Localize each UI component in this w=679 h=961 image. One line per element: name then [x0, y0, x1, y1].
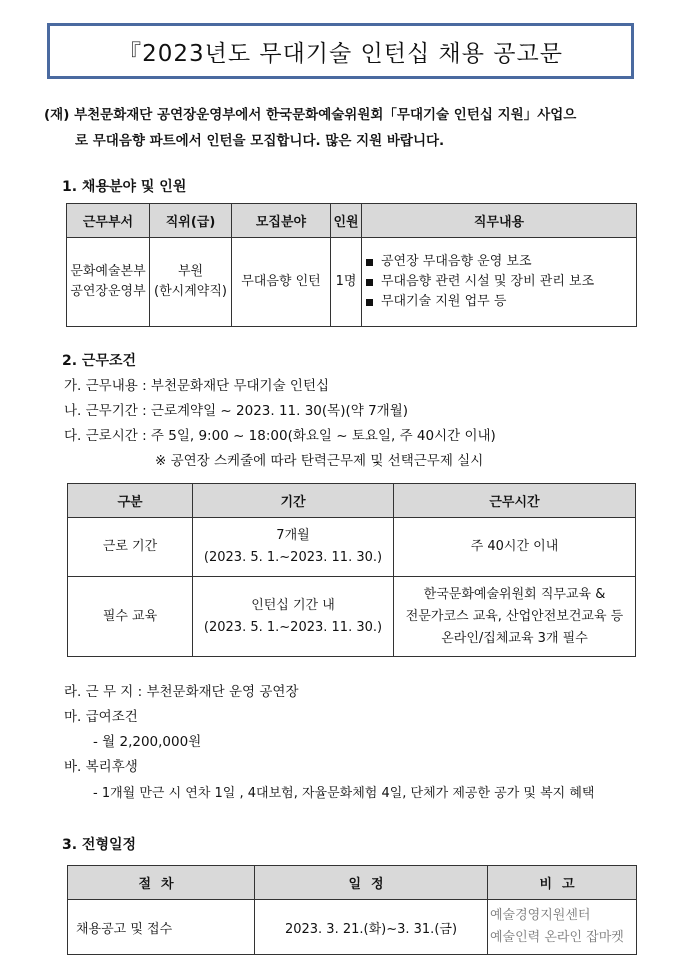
header-schedule: 일정 — [255, 866, 488, 900]
cell-period — [193, 577, 394, 657]
condition-na: 나. 근무기간 : 근로계약일 ~ 2023. 11. 30(목)(약 7개월) — [64, 403, 409, 419]
header-step: 절차 — [68, 866, 255, 900]
condition-ra: 라. 근 무 지 : 부천문화재단 운영 공연장 — [64, 684, 299, 700]
table-header-row — [68, 866, 637, 900]
note-line-1: 예술경영지원센터 — [490, 908, 591, 923]
condition-ma: 마. 급여조건 — [64, 709, 138, 725]
page-title: 『2023년도 무대기술 인턴십 채용 공고문 — [118, 40, 563, 67]
recruitment-table — [66, 203, 637, 327]
cell-schedule: 2023. 3. 21.(화)~3. 31.(금) — [255, 900, 488, 955]
header-duties: 직무내용 — [362, 204, 637, 238]
cell-category: 필수 교육 — [68, 577, 193, 657]
work-period-table — [67, 483, 636, 657]
cell-category: 근로 기간 — [68, 518, 193, 577]
cell-count: 1명 — [331, 238, 362, 327]
table-row — [67, 238, 637, 327]
duty-text: 무대기술 지원 업무 등 — [381, 294, 507, 309]
list-item — [366, 292, 636, 312]
position-line-2: (한시계약직) — [154, 284, 227, 299]
cell-period — [193, 518, 394, 577]
salary-item: - 월 2,200,000원 — [93, 734, 202, 750]
condition-ga: 가. 근무내용 : 부천문화재단 무대기술 인턴십 — [64, 378, 330, 394]
hours-line-2: 전문가코스 교육, 산업안전보건교육 등 — [405, 608, 624, 624]
intro-paragraph — [44, 102, 644, 154]
square-bullet-icon — [366, 279, 373, 286]
cell-hours — [394, 577, 636, 657]
condition-note: ※ 공연장 스케줄에 따라 탄력근무제 및 선택근무제 실시 — [155, 453, 484, 469]
condition-da: 다. 근로시간 : 주 5일, 9:00 ~ 18:00(화요일 ~ 토요일, 주 40시간 이내) — [64, 428, 496, 444]
cell-hours: 주 40시간 이내 — [394, 518, 636, 577]
header-period: 기간 — [193, 484, 394, 518]
section3-heading: 3. 전형일정 — [62, 837, 137, 853]
position-line-1: 부원 — [177, 264, 204, 279]
schedule-table — [67, 865, 637, 955]
list-item — [366, 252, 636, 272]
hours-line-3: 온라인/집체교육 3개 필수 — [441, 630, 588, 646]
benefits-item: - 1개월 만근 시 연차 1일 , 4대보험, 자율문화체험 4일, 단체가 제공한 공가 및 복지 혜택 — [93, 786, 595, 801]
table-header-row — [68, 484, 636, 518]
cell-position — [150, 238, 232, 327]
header-field: 모집분야 — [232, 204, 331, 238]
dept-line-1: 문화예술본부 — [70, 264, 146, 279]
table-row — [68, 518, 636, 577]
title-box — [47, 23, 634, 79]
header-position: 직위(급) — [150, 204, 232, 238]
header-dept: 근무부서 — [67, 204, 150, 238]
cell-note — [488, 900, 637, 955]
cell-field: 무대음향 인턴 — [232, 238, 331, 327]
duty-text: 무대음향 관련 시설 및 장비 관리 보조 — [381, 274, 595, 289]
list-item — [366, 272, 636, 292]
hours-line-1: 한국문화예술위원회 직무교육 & — [423, 586, 606, 602]
cell-duties — [362, 238, 637, 327]
header-category: 구분 — [68, 484, 193, 518]
square-bullet-icon — [366, 299, 373, 306]
section2-heading: 2. 근무조건 — [62, 353, 137, 369]
table-header-row — [67, 204, 637, 238]
header-note: 비고 — [488, 866, 637, 900]
section1-heading: 1. 채용분야 및 인원 — [62, 179, 187, 195]
dept-line-2: 공연장운영부 — [70, 284, 146, 299]
cell-dept — [67, 238, 150, 327]
square-bullet-icon — [366, 259, 373, 266]
cell-step: 채용공고 및 접수 — [68, 900, 255, 955]
note-line-2: 예술인력 온라인 잡마켓 — [490, 930, 624, 945]
period-line-2: (2023. 5. 1.~2023. 11. 30.) — [203, 619, 383, 635]
table-row — [68, 900, 637, 955]
period-line-2: (2023. 5. 1.~2023. 11. 30.) — [203, 550, 383, 565]
header-count: 인원 — [331, 204, 362, 238]
header-hours: 근무시간 — [394, 484, 636, 518]
period-line-1: 7개월 — [276, 528, 310, 543]
intro-line-2: 로 무대음향 파트에서 인턴을 모집합니다. 많은 지원 바랍니다. — [75, 133, 445, 149]
duty-text: 공연장 무대음향 운영 보조 — [381, 254, 532, 269]
condition-ba: 바. 복리후생 — [64, 759, 138, 775]
intro-line-1: (재) 부천문화재단 공연장운영부에서 한국문화예술위원회「무대기술 인턴십 지원」사업으 — [44, 107, 577, 123]
period-line-1: 인턴십 기간 내 — [251, 597, 335, 613]
table-row — [68, 577, 636, 657]
